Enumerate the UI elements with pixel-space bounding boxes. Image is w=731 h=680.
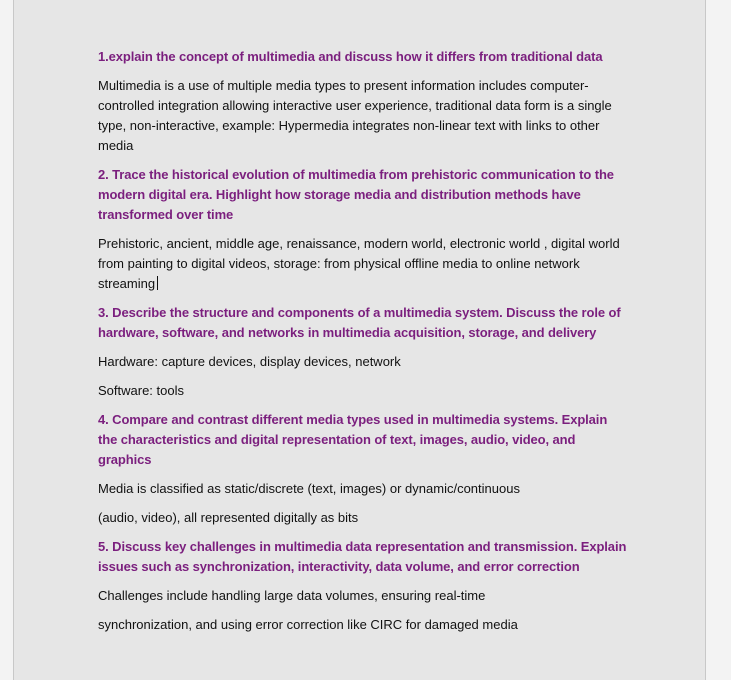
document-body[interactable] <box>98 47 628 644</box>
document-page[interactable] <box>13 0 706 680</box>
question-5[interactable]: 5. Discuss key challenges in multimedia data representation and transmission. Explain issues such as synchronization, interactivity, data volume, and error correction <box>98 539 627 574</box>
answer-5-line-1[interactable]: Challenges include handling large data volumes, ensuring real-time <box>98 588 486 603</box>
answer-2-text: Prehistoric, ancient, middle age, renaissance, modern world, electronic world , digital world from painting to digital videos, storage: from physical offline media to online network streaming <box>98 236 620 291</box>
answer-2[interactable] <box>98 234 628 294</box>
answer-5-line-2[interactable]: synchronization, and using error correction like CIRC for damaged media <box>98 617 518 632</box>
text-cursor <box>157 276 158 290</box>
answer-4-line-2[interactable]: (audio, video), all represented digitally as bits <box>98 510 359 525</box>
answer-3-software[interactable]: Software: tools <box>98 383 184 398</box>
question-2[interactable]: 2. Trace the historical evolution of multimedia from prehistoric communication to the modern digital era. Highlight how storage media and distribution methods have transformed over time <box>98 167 614 222</box>
question-1[interactable]: 1.explain the concept of multimedia and discuss how it differs from traditional data <box>98 49 603 64</box>
answer-1[interactable]: Multimedia is a use of multiple media types to present information includes computer-controlled integration allowing interactive user experience, traditional data form is a single type, non-interactive, example: Hypermedia integrates non-linear text with links to other media <box>98 78 612 153</box>
question-4[interactable]: 4. Compare and contrast different media types used in multimedia systems. Explain the characteristics and digital representation of text, images, audio, video, and graphics <box>98 412 608 467</box>
answer-3-hardware[interactable]: Hardware: capture devices, display devices, network <box>98 354 401 369</box>
answer-4-line-1[interactable]: Media is classified as static/discrete (text, images) or dynamic/continuous <box>98 481 520 496</box>
question-3[interactable]: 3. Describe the structure and components of a multimedia system. Discuss the role of hardware, software, and networks in multimedia acquisition, storage, and delivery <box>98 305 621 340</box>
